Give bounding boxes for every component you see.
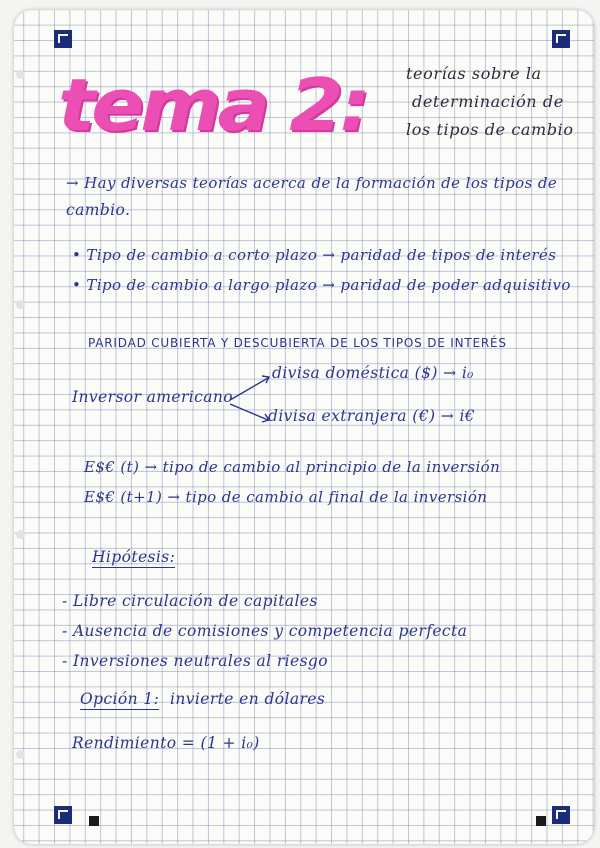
page-title: tema 2:	[58, 64, 367, 148]
bullet-short-term: • Tipo de cambio a corto plazo → paridad de tipos de interés	[72, 246, 557, 264]
subtitle-line-3: los tipos de cambio	[406, 120, 574, 139]
subtitle-line-1: teorías sobre la	[406, 64, 542, 83]
option-heading-text: Opción 1:	[80, 690, 160, 708]
corner-mark-icon	[54, 30, 72, 48]
corner-mark-icon	[54, 806, 72, 824]
binder-hole	[16, 70, 25, 79]
section-heading: PARIDAD CUBIERTA Y DESCUBIERTA DE LOS TIPOS DE INTERÉS	[88, 336, 507, 350]
corner-square-icon	[89, 816, 99, 826]
bullet-long-term: • Tipo de cambio a largo plazo → paridad de poder adquisitivo	[72, 276, 571, 294]
corner-square-icon	[536, 816, 546, 826]
option-heading	[80, 690, 159, 708]
corner-mark-icon	[552, 30, 570, 48]
binder-hole	[16, 300, 25, 309]
intro-line-2: cambio.	[66, 201, 131, 219]
branch-domestic: divisa doméstica ($) → i₀	[272, 364, 474, 382]
hypothesis-item: - Libre circulación de capitales	[62, 592, 318, 610]
branch-foreign: divisa extranjera (€) → i€	[268, 407, 476, 425]
investor-label: Inversor americano	[72, 388, 233, 406]
hypothesis-item: - Ausencia de comisiones y competencia perfecta	[62, 622, 468, 640]
notebook-page	[14, 10, 594, 844]
binder-hole	[16, 750, 25, 759]
hypothesis-item: - Inversiones neutrales al riesgo	[62, 652, 328, 670]
intro-line-1: → Hay diversas teorías acerca de la formación de los tipos de	[66, 174, 558, 192]
definition-start: E$€ (t) → tipo de cambio al principio de la inversión	[84, 458, 501, 476]
hypotheses-heading-text: Hipótesis:	[92, 548, 176, 566]
formula: Rendimiento = (1 + i₀)	[72, 734, 260, 752]
option-text: invierte en dólares	[170, 690, 326, 708]
binder-hole	[16, 530, 25, 539]
subtitle-line-2: determinación de	[412, 92, 564, 111]
corner-mark-icon	[552, 806, 570, 824]
hypotheses-heading	[92, 548, 175, 566]
definition-end: E$€ (t+1) → tipo de cambio al final de la inversión	[84, 488, 488, 506]
